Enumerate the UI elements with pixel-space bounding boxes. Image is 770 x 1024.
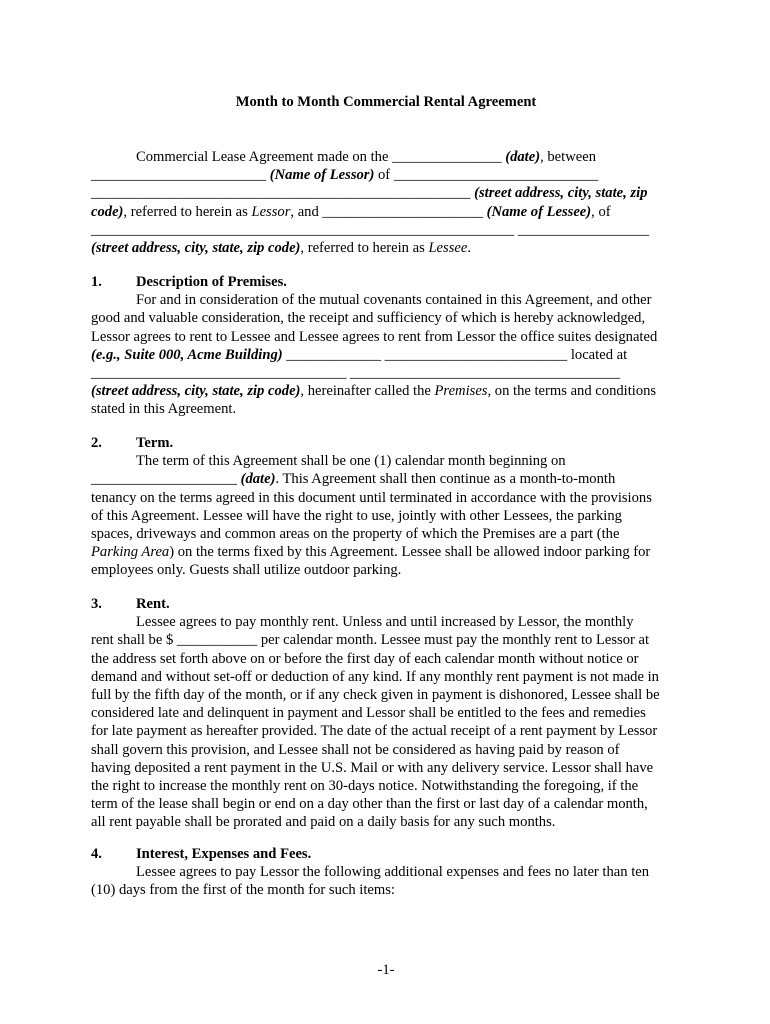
address-label: (street address, city, state, zip code) (91, 239, 301, 256)
section-term (91, 434, 681, 580)
text: . This Agreement shall then continue as a month-to-month (275, 471, 616, 488)
section-number: 2. (91, 435, 102, 451)
text: ) on the terms fixed by this Agreement. Lessee shall be allowed indoor parking for (169, 544, 651, 561)
section-description-of-premises (91, 273, 681, 419)
text: , between (540, 149, 596, 165)
body-line: (10) days from the first of the month for such items: (91, 882, 395, 899)
section-rent (91, 595, 681, 831)
body-line: good and valuable consideration, the receipt and sufficiency of which is hereby acknowledged, (91, 310, 646, 327)
body-line: full by the fifth day of the month, or if any check given in payment is dishonored, Lessee shall be (91, 686, 660, 703)
intro-line (91, 148, 681, 166)
address-label: (street address, city, state, zip (474, 185, 648, 202)
text: . (467, 239, 472, 256)
body-line (91, 470, 681, 488)
section-heading (91, 273, 681, 291)
body-line: term of the lease shall begin or end on a day other than the first or last day of a calendar month, (91, 796, 648, 813)
body-line: Lessee agrees to pay monthly rent. Unless and until increased by Lessor, the monthly (136, 614, 634, 631)
section-interest-expenses-fees (91, 845, 681, 900)
address-label: (street address, city, state, zip code) (91, 383, 301, 400)
section-number: 3. (91, 596, 102, 612)
blank-field: ___________________________________ _____________________________________ (91, 364, 621, 381)
section-heading (91, 845, 681, 863)
section-heading (91, 434, 681, 452)
body-line: spaces, driveways and common areas on the property of which the Premises are a part (the (91, 525, 620, 542)
body-line: all rent payable shall be prorated and paid on a daily basis for any such months. (91, 814, 556, 831)
date-field-label: (date) (505, 149, 541, 165)
body-line: having deposited a rent payment in the U.S. Mail or with any delivery service. Lessor shall have (91, 759, 654, 776)
defined-term: Premises (434, 383, 488, 400)
body-line: employees only. Guests shall utilize outdoor parking. (91, 562, 402, 579)
section-title: Interest, Expenses and Fees. (136, 846, 312, 862)
body-line: the address set forth above on or before the first day of each calendar month without notice or (91, 650, 639, 667)
body-line: Lessor agrees to rent to Lessee and Lessee agrees to rent from Lessor the office suites designated (91, 328, 658, 345)
intro-paragraph (91, 148, 681, 257)
defined-term: Lessee (428, 239, 468, 256)
lessor-name-label: (Name of Lessor) (269, 167, 375, 184)
section-heading (91, 595, 681, 613)
body-line: rent shall be $ ___________ per calendar month. Lessee must pay the monthly rent to Lessor at (91, 632, 650, 649)
intro-line (91, 203, 681, 221)
body-line (91, 346, 681, 364)
intro-line (91, 166, 681, 184)
text: Commercial Lease Agreement made on the _______________ (136, 149, 506, 165)
section-title: Description of Premises. (136, 274, 287, 290)
body-line: for late payment as hereafter provided. The date of the actual receipt of a rent payment by Lessor (91, 723, 658, 740)
text: , referred to herein as (123, 203, 252, 220)
body-line: the right to increase the monthly rent on 30-days notice. Notwithstanding the foregoing, if the (91, 777, 639, 794)
defined-term: Parking Area (91, 544, 170, 561)
body-line: demand and without set-off or deduction of any kind. If any monthly rent payment is not made in (91, 668, 659, 685)
text: of ____________________________ (374, 167, 599, 184)
body-line (91, 382, 681, 400)
page-number: -1- (377, 962, 395, 978)
blank-field: ________________________ (91, 167, 270, 184)
body-line: considered late and delinquent in payment and Lessor shall be entitled to the fees and remedies (91, 705, 646, 722)
body-line: of this Agreement. Lessee will have the right to use, jointly with other Lessees, the parking (91, 507, 622, 524)
blank-field: ____________________________________________________ (91, 185, 475, 202)
intro-line (91, 239, 681, 257)
section-title: Rent. (136, 596, 170, 612)
address-label: code) (91, 203, 124, 220)
lessee-name-label: (Name of Lessee) (486, 203, 592, 220)
document-title: Month to Month Commercial Rental Agreement (235, 94, 537, 110)
text: , referred to herein as (300, 239, 429, 256)
date-field-label: (date) (240, 471, 276, 488)
text: _____________ _________________________ located at (282, 346, 628, 363)
intro-line (91, 221, 681, 239)
blank-field: __________________________________________________________ __________________ (91, 221, 650, 238)
body-line: tenancy on the terms agreed in this document until terminated in accordance with the provisions (91, 489, 652, 506)
body-line: The term of this Agreement shall be one (1) calendar month beginning on (136, 453, 566, 470)
body-line: stated in this Agreement. (91, 401, 237, 418)
suite-label: (e.g., Suite 000, Acme Building) (91, 346, 283, 363)
body-line: Lessee agrees to pay Lessor the following additional expenses and fees no later than ten (136, 864, 650, 881)
section-title: Term. (136, 435, 174, 451)
text: , and ______________________ (290, 203, 487, 220)
text: , on the terms and conditions (487, 383, 657, 400)
text: , of (591, 203, 611, 220)
blank-field: ____________________ (91, 471, 241, 488)
section-number: 4. (91, 846, 102, 862)
section-number: 1. (91, 274, 102, 290)
body-line: shall govern this provision, and Lessee shall not be considered as having paid by reason of (91, 741, 620, 758)
body-line (91, 543, 681, 561)
body-line: For and in consideration of the mutual covenants contained in this Agreement, and other (136, 292, 652, 309)
text: , hereinafter called the (300, 383, 435, 400)
intro-line (91, 184, 681, 202)
defined-term: Lessor (251, 203, 291, 220)
